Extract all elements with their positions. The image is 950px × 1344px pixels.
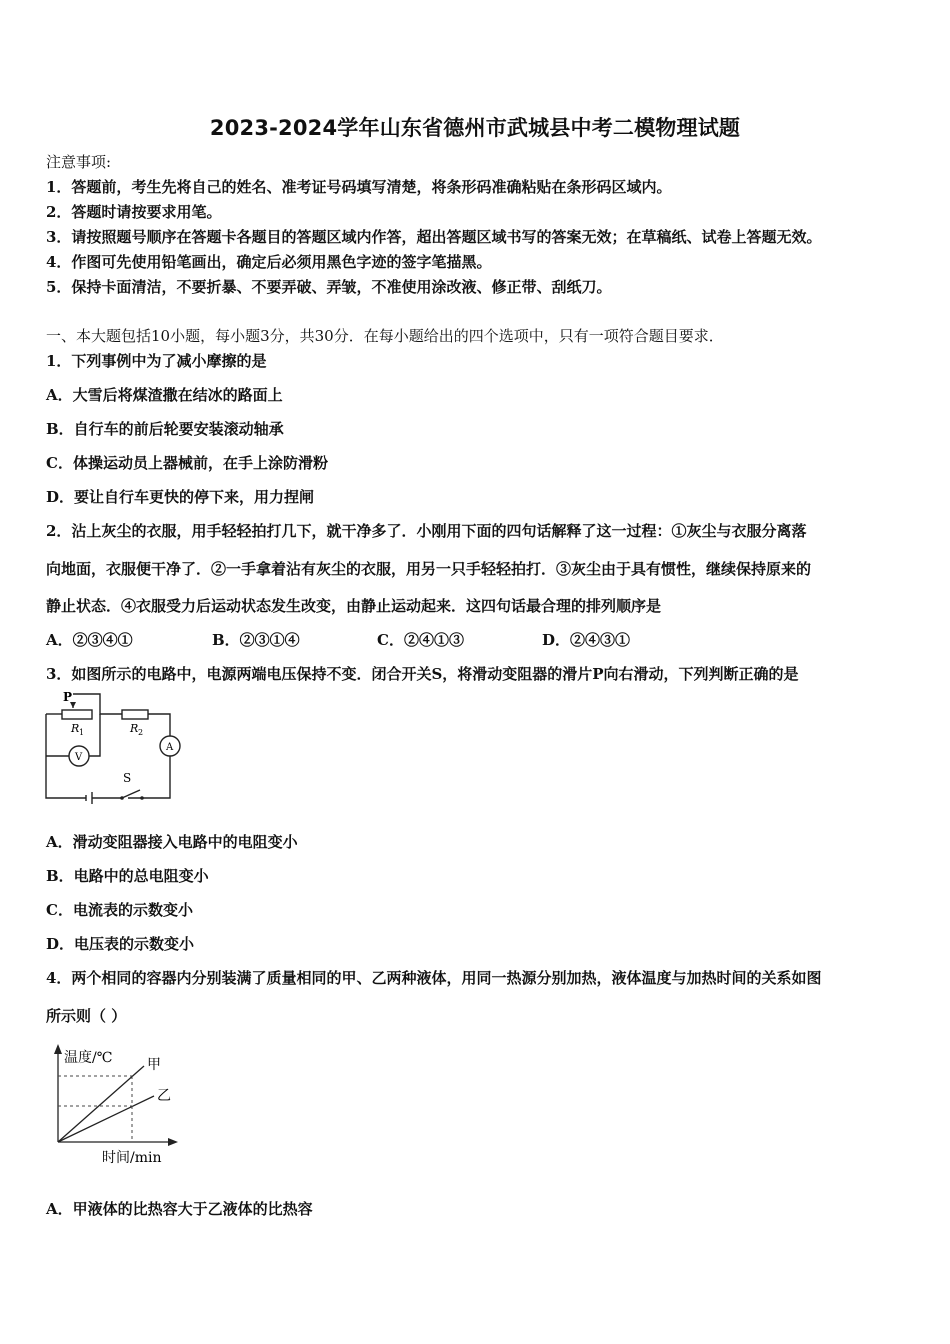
resistor-r2: [122, 710, 148, 719]
answer-options-row: [46, 630, 906, 650]
ammeter-label: A: [166, 742, 174, 753]
r2-label: R: [130, 722, 139, 735]
answer-option: C．②④①③: [377, 631, 464, 649]
question-stem: 4．两个相同的容器内分别装满了质量相同的甲、乙两种液体，用同一热源分别加热，液体温度与加热时间的关系如图: [46, 969, 822, 987]
answer-option: D．电压表的示数变小: [46, 935, 195, 953]
notice-item: 2．答题时请按要求用笔。: [46, 203, 222, 221]
r1-subscript: 1: [79, 728, 85, 737]
question-stem: 向地面，衣服便干净了．②一手拿着沾有灰尘的衣服，用另一只手轻轻拍打．③灰尘由于具有惯性，继续保持原来的: [46, 560, 812, 578]
x-axis-label: 时间/min: [102, 1150, 162, 1166]
answer-option: D．要让自行车更快的停下来，用力捏闸: [46, 488, 315, 506]
question-stem: 3．如图所示的电路中，电源两端电压保持不变．闭合开关S，将滑动变阻器的滑片P向右滑动，下列判断正确的是: [46, 665, 799, 683]
notice-item: 4．作图可先使用铅笔画出，确定后必须用黑色字迹的签字笔描黑。: [46, 253, 492, 271]
series-line-yi: [58, 1096, 154, 1142]
answer-option: D．②④③①: [542, 631, 631, 649]
notice-item: 5．保持卡面清洁，不要折暴、不要弄破、弄皱，不准使用涂改液、修正带、刮纸刀。: [46, 278, 612, 296]
temperature-time-graph: [44, 1042, 184, 1166]
answer-option: B．②③①④: [212, 631, 300, 649]
answer-option: B．电路中的总电阻变小: [46, 867, 209, 885]
notice-item: 3．请按照题号顺序在答题卡各题目的答题区域内作答，超出答题区域书写的答案无效；在草稿纸、试卷上答题无效。: [46, 228, 822, 246]
page-title: 2023-2024学年山东省德州市武城县中考二模物理试题: [209, 116, 741, 140]
slider-label: P: [63, 690, 73, 704]
answer-option: A．甲液体的比热容大于乙液体的比热容: [46, 1200, 313, 1218]
question-stem: 所示则（ ）: [46, 1007, 127, 1025]
question-stem: 2．沾上灰尘的衣服，用手轻轻拍打几下，就干净多了．小刚用下面的四句话解释了这一过程：①灰尘与衣服分离落: [46, 522, 807, 540]
r1-label: R: [71, 722, 80, 735]
answer-option: C．体操运动员上器械前，在手上涂防滑粉: [46, 454, 328, 472]
answer-option: C．电流表的示数变小: [46, 901, 193, 919]
voltmeter-label: V: [75, 752, 83, 763]
section-heading: 一、本大题包括10小题，每小题3分，共30分．在每小题给出的四个选项中，只有一项符合题目要求．: [46, 327, 724, 345]
notice-heading: 注意事项:: [46, 153, 112, 171]
question-stem: 1．下列事例中为了减小摩擦的是: [46, 352, 267, 370]
y-axis-label: 温度/℃: [64, 1050, 113, 1066]
circuit-diagram: [40, 690, 190, 806]
series-line-jia: [58, 1066, 144, 1142]
resistor-r1: [62, 710, 92, 719]
series-label-jia: 甲: [147, 1057, 161, 1073]
answer-option: A．②③④①: [46, 631, 133, 649]
answer-option: B．自行车的前后轮要安装滚动轴承: [46, 420, 284, 438]
answer-option: A．大雪后将煤渣撒在结冰的路面上: [46, 386, 283, 404]
notice-item: 1．答题前，考生先将自己的姓名、准考证号码填写清楚，将条形码准确粘贴在条形码区域内。: [46, 178, 672, 196]
r2-subscript: 2: [138, 728, 144, 737]
question-stem: 静止状态．④衣服受力后运动状态发生改变，由静止运动起来．这四句话最合理的排列顺序是: [46, 597, 662, 615]
answer-option: A．滑动变阻器接入电路中的电阻变小: [46, 833, 298, 851]
switch-label: S: [123, 771, 132, 785]
series-label-yi: 乙: [157, 1088, 171, 1104]
